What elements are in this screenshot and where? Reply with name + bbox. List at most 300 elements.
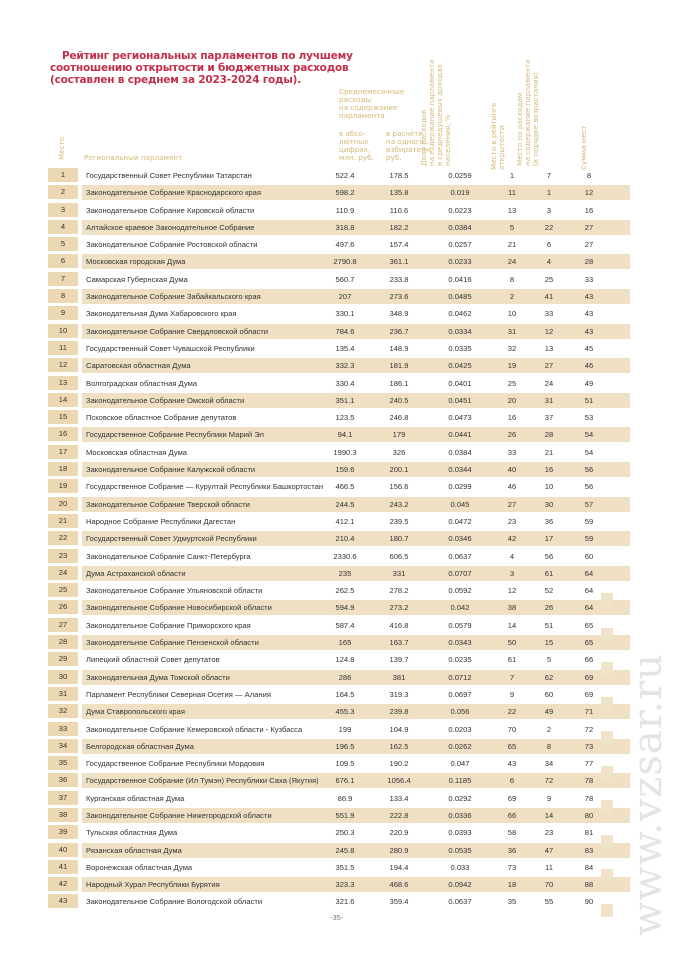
sum-of-ranks: 64: [584, 568, 594, 578]
share-percent: 0.056: [450, 707, 470, 717]
parliament-name: Законодательное Собрание Калужской области: [86, 465, 256, 475]
expenses-per-voter: 468.6: [389, 880, 409, 890]
expenses-per-voter: 186.1: [389, 378, 409, 388]
expenses-rank: 25: [544, 274, 554, 284]
expenses-abs: 351.5: [335, 862, 355, 872]
openness-rank: 24: [507, 257, 517, 267]
openness-rank: 3: [509, 568, 515, 578]
sum-of-ranks: 33: [584, 274, 594, 284]
share-percent: 0.0441: [448, 430, 472, 440]
expenses-abs: 110.9: [335, 205, 355, 215]
watermark-strip: [601, 628, 613, 641]
expenses-per-voter: 157.4: [389, 240, 409, 250]
expenses-rank: 10: [544, 482, 554, 492]
parliament-name: Московская областная Дума: [86, 447, 188, 457]
expenses-rank: 12: [544, 326, 554, 336]
table-row: [48, 375, 628, 392]
expenses-per-voter: 179: [392, 430, 406, 440]
sum-of-ranks: 46: [584, 361, 594, 371]
openness-rank: 9: [509, 689, 515, 699]
share-percent: 0.0462: [448, 309, 472, 319]
expenses-abs: 598.2: [335, 188, 355, 198]
parliament-name: Государственный Совет Республики Татарстан: [86, 171, 252, 180]
expenses-per-voter: 416.8: [389, 620, 409, 630]
expenses-per-voter: 200.1: [389, 465, 409, 475]
share-percent: 0.045: [450, 499, 470, 509]
expenses-per-voter: 606.5: [389, 551, 409, 561]
share-percent: 0.0335: [448, 343, 472, 353]
expenses-per-voter: 190.2: [389, 759, 409, 769]
expenses-per-voter: 194.4: [389, 862, 409, 872]
table-row: [48, 478, 628, 495]
openness-rank: 58: [507, 828, 517, 838]
share-percent: 0.047: [450, 759, 470, 769]
rank-cell: 12: [48, 358, 78, 372]
openness-rank: 38: [507, 603, 517, 613]
expenses-rank: 11: [545, 862, 553, 872]
openness-rank: 70: [507, 724, 517, 734]
title-line: соотношению открытости и бюджетных расходов: [50, 62, 349, 74]
expenses-per-voter: 240.5: [389, 395, 409, 405]
openness-rank: 69: [507, 793, 517, 803]
table-row: [48, 599, 628, 616]
expenses-rank: 13: [544, 343, 554, 353]
rank-cell: 25: [48, 583, 78, 597]
parliament-name: Саратовская областная Дума: [86, 361, 191, 371]
sum-of-ranks: 88: [584, 880, 594, 890]
expenses-abs: 594.9: [335, 603, 355, 613]
expenses-abs: 2330.6: [333, 551, 357, 561]
openness-rank: 40: [507, 465, 517, 475]
expenses-per-voter: 182.2: [389, 222, 409, 232]
share-percent: 0.0259: [448, 171, 472, 180]
sum-of-ranks: 60: [584, 551, 594, 561]
parliament-name: Московская городская Дума: [86, 257, 186, 267]
expenses-per-voter: 246.8: [389, 413, 409, 423]
parliament-name: Законодательное Собрание Новосибирской области: [86, 603, 272, 613]
sum-of-ranks: 78: [584, 793, 594, 803]
openness-rank: 66: [507, 810, 517, 820]
expenses-rank: 9: [546, 793, 552, 803]
rank-cell: 10: [48, 324, 78, 338]
expenses-per-voter: 348.9: [389, 309, 409, 319]
rank-cell: 41: [48, 860, 78, 874]
parliament-name: Законодательное Собрание Ростовской области: [86, 240, 258, 250]
expenses-abs: 323.3: [335, 880, 355, 890]
expenses-rank: 52: [544, 586, 554, 596]
parliament-name: Государственный Совет Удмуртской Республики: [86, 534, 257, 544]
share-percent: 0.0344: [448, 465, 472, 475]
parliament-name: Курганская областная Дума: [86, 793, 185, 803]
openness-rank: 73: [507, 862, 517, 872]
watermark-strip: [601, 766, 613, 779]
sum-of-ranks: 59: [584, 534, 594, 544]
watermark-strip: [601, 662, 613, 675]
expenses-per-voter: 239.5: [389, 516, 409, 526]
sum-of-ranks: 83: [584, 845, 594, 855]
openness-rank: 14: [507, 620, 517, 630]
watermark: www.vzsar.ru: [625, 652, 671, 936]
table-row: [48, 807, 628, 824]
expenses-abs: 560.7: [335, 274, 355, 284]
title-line: (составлен в среднем за 2023-2024 годы).: [50, 74, 302, 86]
header-expenses-per-voter: в расчёте на одного избирателя, руб.: [386, 129, 433, 162]
page-number: -35-: [330, 913, 344, 922]
expenses-rank: 7: [546, 171, 552, 180]
header-share: Доля расходов на содержание парламента в среднедушевых доходах населения, %: [419, 59, 452, 166]
expenses-per-voter: 233.8: [389, 274, 409, 284]
sum-of-ranks: 59: [584, 516, 594, 526]
rank-cell: 38: [48, 808, 78, 822]
rank-cell: 18: [48, 462, 78, 476]
parliament-name: Дума Ставропольского края: [86, 707, 185, 717]
openness-rank: 12: [507, 586, 517, 596]
table-row: [48, 184, 628, 201]
expenses-rank: 23: [544, 828, 554, 838]
parliament-name: Государственное Собрание Республики Мордовия: [86, 759, 265, 769]
share-percent: 0.0235: [448, 655, 472, 665]
share-percent: 0.0485: [448, 292, 472, 302]
watermark-strip: [601, 593, 613, 606]
watermark-strip: [601, 731, 613, 744]
expenses-per-voter: 178.5: [389, 171, 409, 180]
openness-rank: 26: [507, 430, 517, 440]
expenses-abs: 784.6: [335, 326, 355, 336]
parliament-name: Рязанская областная Дума: [86, 845, 182, 855]
expenses-abs: 123.5: [335, 413, 355, 423]
expenses-abs: 455.3: [335, 707, 355, 717]
share-percent: 0.0334: [448, 326, 472, 336]
table-row: [48, 236, 628, 253]
openness-rank: 16: [507, 413, 517, 423]
table-row: [48, 340, 628, 357]
table-row: [48, 426, 628, 443]
watermark-strip: [601, 697, 613, 710]
expenses-rank: 15: [544, 638, 554, 648]
openness-rank: 22: [507, 707, 517, 717]
openness-rank: 2: [509, 292, 515, 302]
expenses-per-voter: 222.8: [389, 810, 409, 820]
table-row: [48, 496, 628, 513]
header-rank: Место: [57, 136, 66, 160]
sum-of-ranks: 12: [584, 188, 594, 198]
sum-of-ranks: 69: [584, 672, 594, 682]
expenses-rank: 60: [544, 689, 554, 699]
expenses-abs: 159.6: [335, 465, 355, 475]
share-percent: 0.033: [450, 862, 470, 872]
share-percent: 0.0472: [448, 516, 472, 526]
share-percent: 0.0257: [448, 240, 472, 250]
table-row: [48, 461, 628, 478]
rank-cell: 26: [48, 600, 78, 614]
sum-of-ranks: 54: [584, 430, 594, 440]
expenses-per-voter: 280.9: [389, 845, 409, 855]
expenses-per-voter: 162.5: [389, 741, 409, 751]
expenses-rank: 2: [546, 724, 552, 734]
sum-of-ranks: 27: [584, 240, 594, 250]
sum-of-ranks: 27: [584, 222, 594, 232]
rank-cell: 14: [48, 393, 78, 407]
table-row: [48, 357, 628, 374]
openness-rank: 6: [509, 776, 515, 786]
expenses-abs: 318.8: [335, 222, 355, 232]
rank-cell: 9: [48, 306, 78, 320]
expenses-abs: 551.9: [335, 810, 355, 820]
rank-cell: 22: [48, 531, 78, 545]
expenses-rank: 6: [546, 240, 552, 250]
expenses-rank: 49: [544, 707, 554, 717]
expenses-abs: 124.8: [335, 655, 355, 665]
expenses-abs: 330.1: [335, 309, 355, 319]
openness-rank: 4: [509, 551, 515, 561]
table-row: [48, 582, 628, 599]
expenses-rank: 72: [544, 776, 554, 786]
expenses-rank: 41: [544, 292, 554, 302]
table-row: [48, 669, 628, 686]
share-percent: 0.042: [450, 603, 470, 613]
sum-of-ranks: 49: [584, 378, 594, 388]
expenses-per-voter: 278.2: [389, 586, 409, 596]
openness-rank: 20: [507, 395, 517, 405]
share-percent: 0.0299: [448, 482, 472, 492]
share-percent: 0.0697: [448, 689, 472, 699]
expenses-abs: 1990.3: [333, 447, 357, 457]
expenses-rank: 30: [544, 499, 554, 509]
sum-of-ranks: 90: [584, 897, 594, 907]
expenses-abs: 210.4: [335, 534, 355, 544]
table-row: [48, 167, 628, 184]
expenses-abs: 351.1: [335, 395, 355, 405]
table-row: [48, 651, 628, 668]
rank-cell: 5: [48, 237, 78, 251]
expenses-per-voter: 1056.4: [387, 776, 411, 786]
expenses-abs: 164.5: [335, 689, 355, 699]
table-row: [48, 617, 628, 634]
parliament-name: Тульская областная Дума: [86, 828, 178, 838]
expenses-rank: 47: [544, 845, 554, 855]
table-row: [48, 323, 628, 340]
share-percent: 0.0535: [448, 845, 472, 855]
watermark-strip: [601, 869, 613, 882]
share-percent: 0.0579: [448, 620, 472, 630]
expenses-per-voter: 236.7: [389, 326, 409, 336]
sum-of-ranks: 65: [584, 620, 594, 630]
table-row: [48, 271, 628, 288]
table-row: [48, 565, 628, 582]
expenses-rank: 33: [544, 309, 554, 319]
openness-rank: 32: [507, 343, 517, 353]
header-openness-rank: Место в рейтинге открытости: [489, 102, 506, 170]
openness-rank: 31: [507, 326, 517, 336]
expenses-abs: 245.8: [335, 845, 355, 855]
openness-rank: 50: [507, 638, 517, 648]
expenses-abs: 332.3: [335, 361, 355, 371]
expenses-rank: 28: [544, 430, 554, 440]
parliament-name: Законодательное Собрание Санкт-Петербурга: [86, 551, 251, 561]
expenses-per-voter: 273.2: [389, 603, 409, 613]
share-percent: 0.0451: [448, 395, 472, 405]
expenses-abs: 196.5: [335, 741, 355, 751]
share-percent: 0.1185: [448, 776, 472, 786]
table-row: [48, 738, 628, 755]
rank-cell: 7: [48, 272, 78, 286]
table-row: [48, 513, 628, 530]
sum-of-ranks: 80: [584, 810, 594, 820]
sum-of-ranks: 57: [584, 499, 594, 509]
parliament-name: Дума Астраханской области: [86, 568, 186, 578]
parliament-name: Алтайское краевое Законодательное Собрание: [86, 222, 255, 232]
sum-of-ranks: 64: [584, 603, 594, 613]
table-row: [48, 686, 628, 703]
rank-cell: 2: [48, 185, 78, 199]
sum-of-ranks: 71: [584, 707, 594, 717]
rank-cell: 29: [48, 652, 78, 666]
expenses-abs: 94.1: [337, 430, 353, 440]
parliament-name: Государственный Совет Чувашской Республики: [86, 343, 255, 353]
share-percent: 0.0233: [448, 257, 472, 267]
expenses-rank: 16: [544, 465, 554, 475]
expenses-abs: 199: [338, 724, 352, 734]
expenses-per-voter: 163.7: [389, 638, 409, 648]
watermark-strip: [601, 800, 613, 813]
share-percent: 0.0416: [448, 274, 472, 284]
header-sum: Сумма мест: [579, 125, 588, 170]
rank-cell: 33: [48, 722, 78, 736]
rank-cell: 20: [48, 497, 78, 511]
parliament-name: Законодательное Собрание Кемеровской области - Кузбасса: [86, 724, 303, 734]
watermark-strip: [601, 904, 613, 917]
sum-of-ranks: 16: [584, 205, 594, 215]
sum-of-ranks: 77: [584, 759, 594, 769]
share-percent: 0.0262: [448, 741, 472, 751]
table-row: [48, 288, 628, 305]
sum-of-ranks: 56: [584, 465, 594, 475]
openness-rank: 8: [509, 274, 515, 284]
table-row: [48, 548, 628, 565]
share-percent: 0.0425: [448, 361, 472, 371]
expenses-abs: 165: [338, 638, 352, 648]
expenses-abs: 244.5: [335, 499, 355, 509]
expenses-rank: 31: [544, 395, 554, 405]
expenses-abs: 109.5: [335, 759, 355, 769]
openness-rank: 23: [507, 516, 517, 526]
sum-of-ranks: 65: [584, 638, 594, 648]
parliament-name: Законодательное Собрание Нижегородской области: [86, 810, 272, 820]
rank-cell: 13: [48, 376, 78, 390]
expenses-rank: 27: [544, 361, 554, 371]
rank-cell: 8: [48, 289, 78, 303]
share-percent: 0.0384: [448, 222, 472, 232]
expenses-per-voter: 331: [392, 568, 406, 578]
openness-rank: 11: [508, 188, 516, 198]
parliament-name: Волгоградская областная Дума: [86, 378, 198, 388]
openness-rank: 46: [507, 482, 517, 492]
sum-of-ranks: 8: [586, 171, 592, 180]
openness-rank: 35: [507, 897, 517, 907]
ranking-table: [48, 167, 628, 911]
openness-rank: 42: [507, 534, 517, 544]
openness-rank: 36: [507, 845, 517, 855]
parliament-name: Воронежская областная Дума: [86, 862, 193, 872]
table-row: [48, 444, 628, 461]
rank-cell: 24: [48, 566, 78, 580]
rank-cell: 40: [48, 843, 78, 857]
parliament-name: Государственное Собрание — Курултай Республики Башкортостан: [86, 482, 324, 492]
expenses-abs: 286: [338, 672, 352, 682]
expenses-abs: 497.6: [335, 240, 355, 250]
parliament-name: Народное Собрание Республики Дагестан: [86, 516, 236, 526]
expenses-per-voter: 243.2: [389, 499, 409, 509]
watermark-strip: [601, 835, 613, 848]
expenses-rank: 37: [544, 413, 554, 423]
expenses-abs: 330.4: [335, 378, 355, 388]
expenses-abs: 321.6: [335, 897, 355, 907]
expenses-rank: 5: [546, 655, 552, 665]
expenses-per-voter: 273.6: [389, 292, 409, 302]
expenses-per-voter: 133.4: [389, 793, 409, 803]
rank-cell: 31: [48, 687, 78, 701]
parliament-name: Липецкий областной Совет депутатов: [86, 655, 220, 665]
rank-cell: 1: [48, 168, 78, 182]
rank-cell: 6: [48, 254, 78, 268]
expenses-abs: 207: [338, 292, 352, 302]
table-row: [48, 305, 628, 322]
title-line: Рейтинг региональных парламентов по лучшему: [62, 50, 353, 62]
share-percent: 0.0343: [448, 638, 472, 648]
table-row: [48, 634, 628, 651]
expenses-per-voter: 239.8: [389, 707, 409, 717]
rank-cell: 4: [48, 220, 78, 234]
rank-cell: 30: [48, 670, 78, 684]
table-row: [48, 392, 628, 409]
expenses-per-voter: 359.4: [389, 897, 409, 907]
table-row: [48, 772, 628, 789]
sum-of-ranks: 56: [584, 482, 594, 492]
expenses-rank: 62: [544, 672, 554, 682]
expenses-per-voter: 181.9: [389, 361, 409, 371]
parliament-name: Законодательное Собрание Забайкальского края: [86, 292, 261, 302]
rank-cell: 37: [48, 791, 78, 805]
rank-cell: 3: [48, 203, 78, 217]
expenses-abs: 522.4: [335, 171, 355, 180]
parliament-name: Государственное Собрание (Ил Тумэн) Республики Саха (Якутия): [86, 776, 319, 786]
openness-rank: 25: [507, 378, 517, 388]
expenses-rank: 36: [544, 516, 554, 526]
openness-rank: 19: [507, 361, 517, 371]
expenses-rank: 24: [544, 378, 554, 388]
expenses-rank: 14: [544, 810, 554, 820]
table-row: [48, 409, 628, 426]
expenses-rank: 8: [546, 741, 552, 751]
table-row: [48, 219, 628, 236]
share-percent: 0.0401: [448, 378, 472, 388]
openness-rank: 18: [507, 880, 517, 890]
parliament-name: Государственное Собрание Республики Марий Эл: [86, 430, 264, 440]
share-percent: 0.0942: [448, 880, 472, 890]
expenses-per-voter: 319.3: [389, 689, 409, 699]
rank-cell: 21: [48, 514, 78, 528]
openness-rank: 43: [507, 759, 517, 769]
rank-cell: 27: [48, 618, 78, 632]
expenses-rank: 21: [544, 447, 554, 457]
openness-rank: 5: [509, 222, 515, 232]
expenses-per-voter: 135.8: [389, 188, 409, 198]
rank-cell: 35: [48, 756, 78, 770]
sum-of-ranks: 84: [584, 862, 594, 872]
expenses-abs: 412.1: [335, 516, 355, 526]
parliament-name: Законодательное Собрание Тверской области: [86, 499, 250, 509]
expenses-abs: 262.5: [335, 586, 355, 596]
